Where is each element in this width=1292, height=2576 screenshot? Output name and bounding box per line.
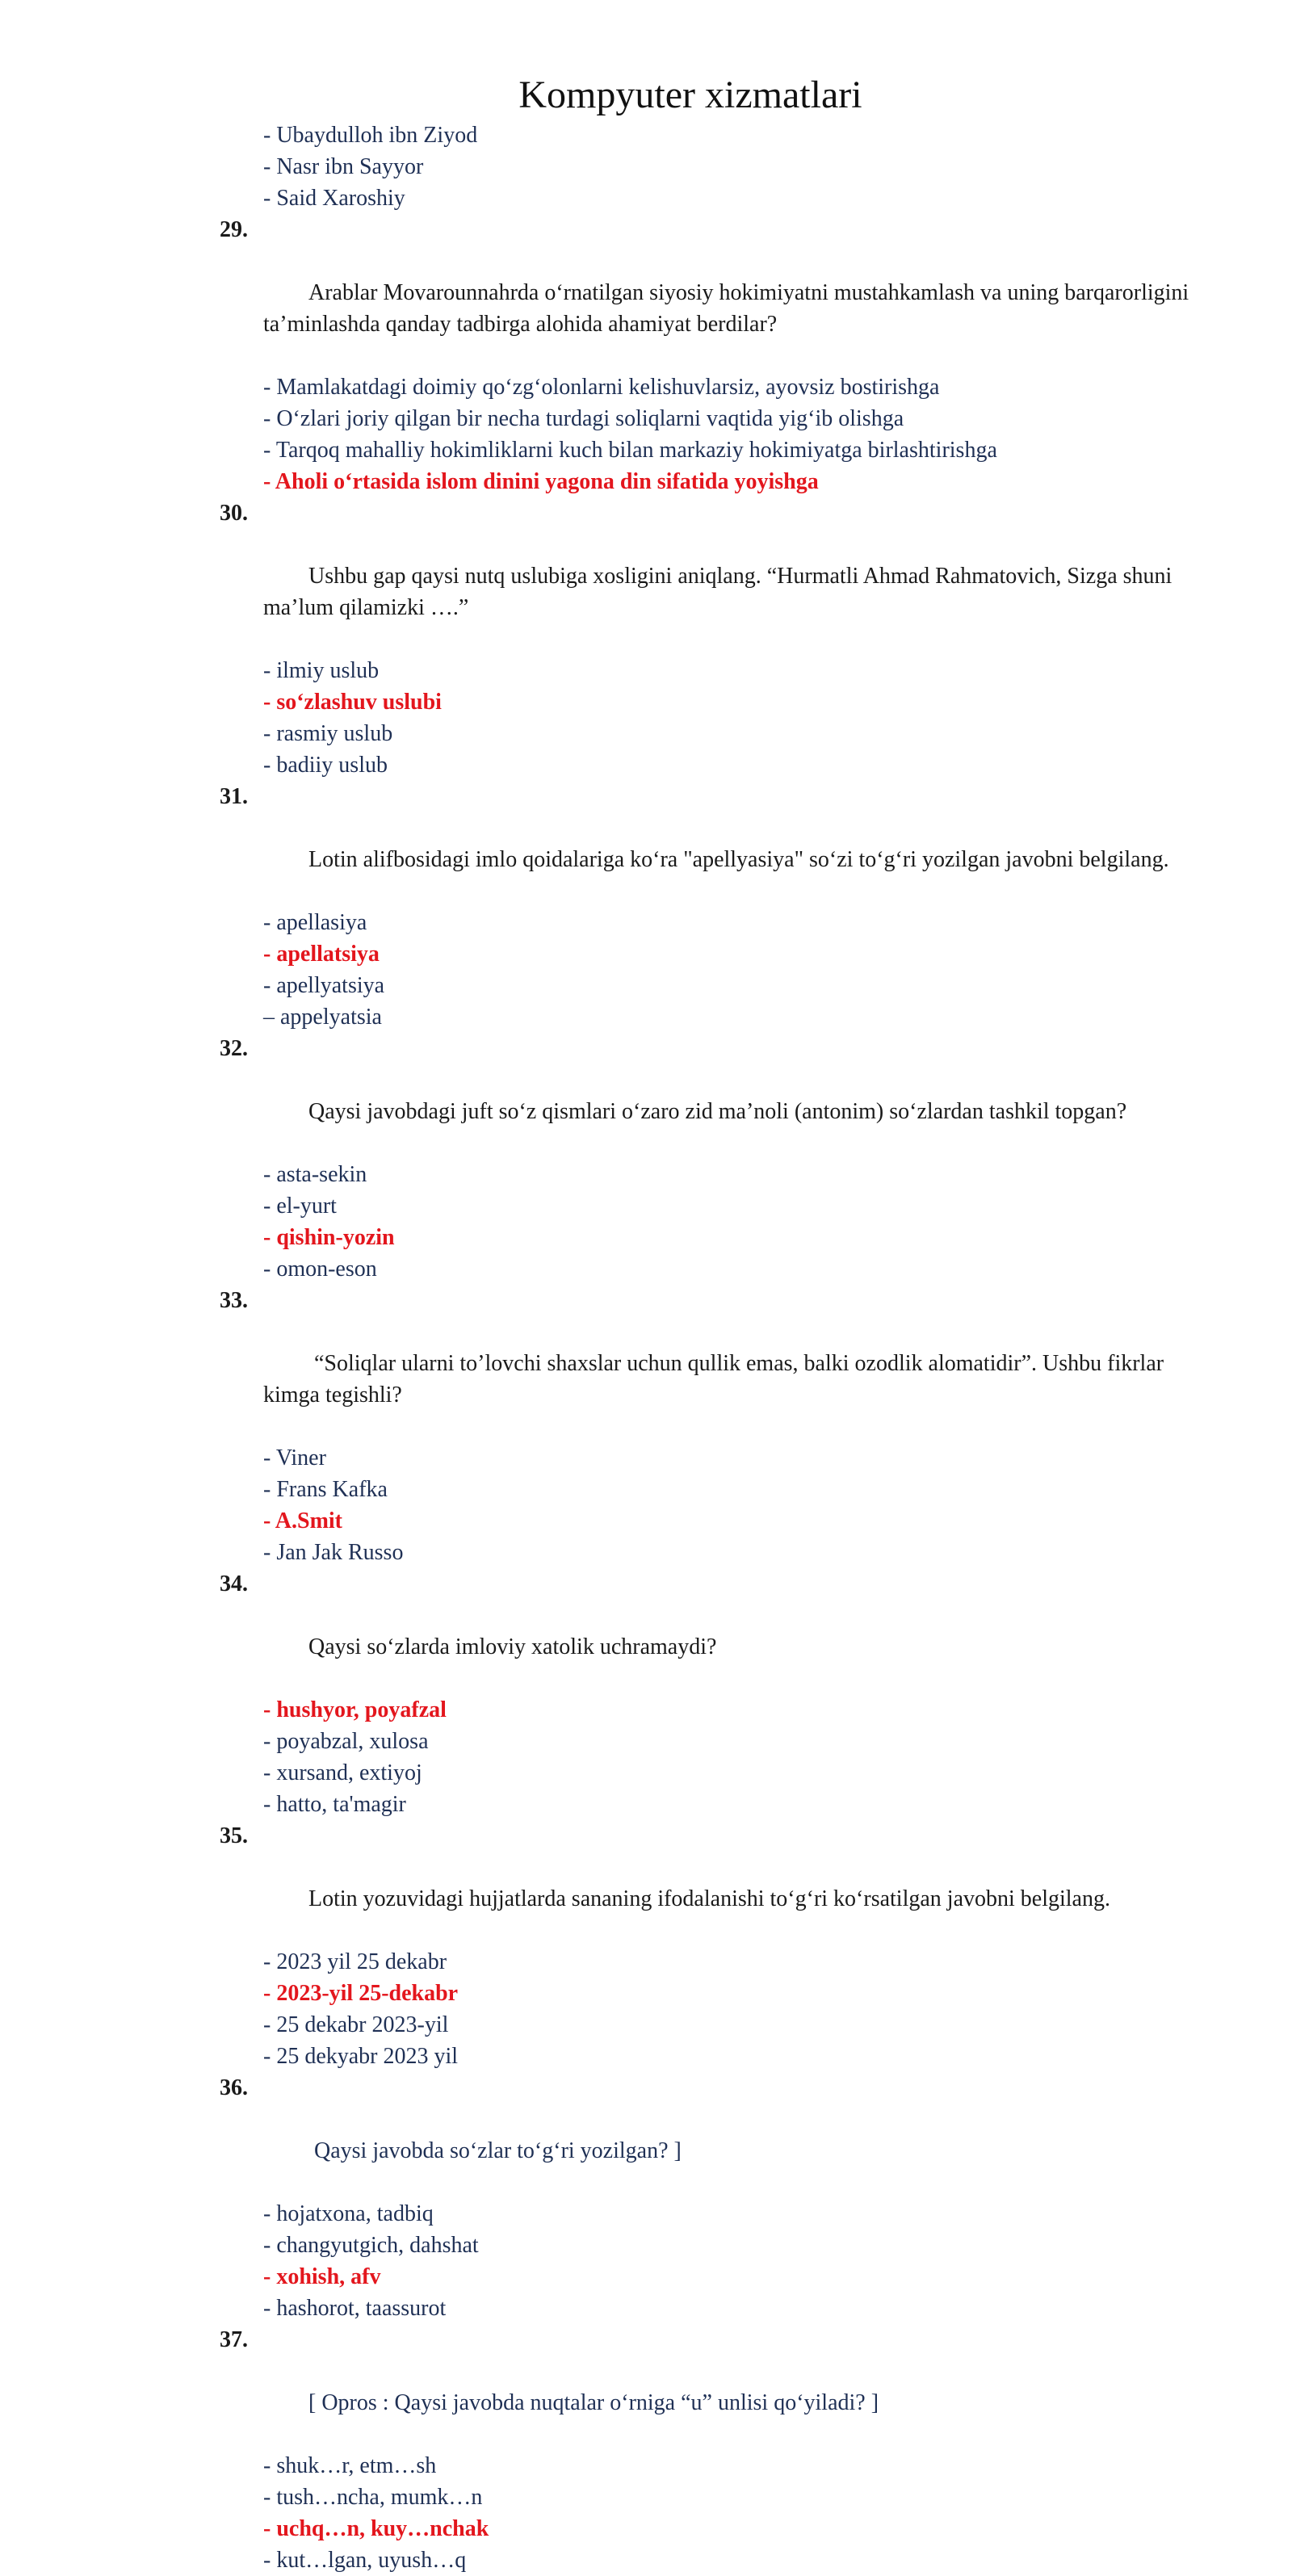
question-block xyxy=(220,214,1214,497)
answer-option: - 2023 yil 25 dekabr xyxy=(263,1949,447,1974)
question-list xyxy=(220,120,1214,2576)
question-block xyxy=(220,2324,1214,2576)
question-number: 37. xyxy=(220,2327,248,2352)
answer-option: - Ubaydulloh ibn Ziyod xyxy=(263,123,478,148)
answer-option: - el-yurt xyxy=(263,1194,337,1219)
question-text: Qaysi javobdagi juft soʻz qismlari oʻzaro zid maʼnoli (antonim) soʻzlardan tashkil topgan? xyxy=(308,1099,1127,1124)
question-number: 30. xyxy=(220,501,248,526)
question-block xyxy=(220,1820,1214,2072)
question-block xyxy=(220,497,1214,781)
answer-option: - Nasr ibn Sayyor xyxy=(263,154,424,179)
answer-option: - shuk…r, etm…sh xyxy=(263,2453,437,2478)
question xyxy=(220,1285,1214,1442)
answer-option: - 25 dekyabr 2023 yil xyxy=(263,2044,459,2069)
answer-option: - tush…ncha, mumk…n xyxy=(263,2485,483,2510)
answer-option: - kut…lgan, uyush…q xyxy=(263,2548,467,2573)
correct-answer-option: - apellatsiya xyxy=(263,942,380,967)
question xyxy=(220,497,1214,655)
question-block xyxy=(220,1033,1214,1285)
correct-answer-option: - soʻzlashuv uslubi xyxy=(263,690,442,715)
question xyxy=(220,2324,1214,2450)
correct-answer-option: - 2023-yil 25-dekabr xyxy=(263,1981,459,2006)
correct-answer-option: - hushyor, poyafzal xyxy=(263,1697,447,1722)
question-number: 35. xyxy=(220,1823,248,1848)
question xyxy=(220,1033,1214,1159)
answer-option: - Said Xaroshiy xyxy=(263,186,405,211)
answer-option: - apellyatsiya xyxy=(263,973,385,998)
answer-option: - xursand, extiyoj xyxy=(263,1760,422,1785)
question-number: 34. xyxy=(220,1571,248,1596)
answer-option: - badiiy uslub xyxy=(263,753,388,778)
question-number: 33. xyxy=(220,1288,248,1313)
correct-answer-option: - Aholi oʻrtasida islom dinini yagona din sifatida yoyishga xyxy=(263,469,819,494)
answer-option: - Viner xyxy=(263,1445,326,1471)
question-text: Ushbu gap qaysi nutq uslubiga xosligini aniqlang. “Hurmatli Ahmad Rahmatovich, Sizga shuni maʼlum qilamizki ….” xyxy=(263,564,1178,620)
question-block xyxy=(220,781,1214,1033)
question-block xyxy=(220,1568,1214,1820)
question-text: Lotin alifbosidagi imlo qoidalariga koʻra "apellyasiya" soʻzi toʻgʻri yozilgan javobni belgilang. xyxy=(308,847,1169,872)
question xyxy=(220,781,1214,907)
question-text: Lotin yozuvidagi hujjatlarda sananing ifodalanishi toʻgʻri koʻrsatilgan javobni belgilang. xyxy=(308,1886,1110,1911)
answer-option: - Mamlakatdagi doimiy qoʻzgʻolonlarni kelishuvlarsiz, ayovsiz bostirishga xyxy=(263,375,940,400)
page-title: Kompyuter xizmatlari xyxy=(518,73,862,116)
answer-option: - apellasiya xyxy=(263,910,367,935)
question-text: Qaysi soʻzlarda imloviy xatolik uchramaydi? xyxy=(308,1634,717,1659)
question-text: “Soliqlar ularni to’lovchi shaxslar uchun qullik emas, balki ozodlik alomatidir”. Ushbu fikrlar kimga tegishli? xyxy=(263,1351,1170,1408)
question xyxy=(220,214,1214,371)
answer-option: - rasmiy uslub xyxy=(263,721,393,746)
answer-option: - asta-sekin xyxy=(263,1162,367,1187)
answer-option: - Jan Jak Russo xyxy=(263,1540,404,1565)
question-block xyxy=(220,2072,1214,2324)
correct-answer-option: - qishin-yozin xyxy=(263,1225,395,1250)
question-text: Arablar Movarounnahrda oʻrnatilgan siyosiy hokimiyatni mustahkamlash va uning barqarorligini taʼminlashda qanday tadbirga alohida ahamiyat berdilar? xyxy=(263,280,1195,337)
answer-option: - hatto, ta'magir xyxy=(263,1792,406,1817)
question-text: [ Opros : Qaysi javobda nuqtalar oʻrniga “u” unlisi qoʻyiladi? ] xyxy=(308,2390,879,2415)
question-number: 32. xyxy=(220,1036,248,1061)
answer-option: - 25 dekabr 2023-yil xyxy=(263,2012,449,2037)
answer-option: - Frans Kafka xyxy=(263,1477,388,1502)
question-block xyxy=(220,1285,1214,1568)
answer-option: - changyutgich, dahshat xyxy=(263,2233,479,2258)
correct-answer-option: - A.Smit xyxy=(263,1508,342,1533)
answer-option: - ilmiy uslub xyxy=(263,658,380,683)
question-number: 31. xyxy=(220,784,248,809)
question xyxy=(220,1568,1214,1694)
correct-answer-option: - xohish, afv xyxy=(263,2264,381,2289)
answer-option: - hojatxona, tadbiq xyxy=(263,2201,434,2226)
question xyxy=(220,1820,1214,1946)
answer-option: - poyabzal, xulosa xyxy=(263,1729,429,1754)
answer-option: - Tarqoq mahalliy hokimliklarni kuch bilan markaziy hokimiyatga birlashtirishga xyxy=(263,438,997,463)
question-text: Qaysi javobda soʻzlar toʻgʻri yozilgan? ] xyxy=(308,2138,682,2163)
answer-option: - hashorot, taassurot xyxy=(263,2296,447,2321)
carry-over-options xyxy=(220,120,1214,214)
answer-option: - Oʻzlari joriy qilgan bir necha turdagi soliqlarni vaqtida yigʻib olishga xyxy=(263,406,904,431)
answer-option: - omon-eson xyxy=(263,1257,377,1282)
answer-option: – appelyatsia xyxy=(263,1005,382,1030)
correct-answer-option: - uchq…n, kuy…nchak xyxy=(263,2516,489,2541)
question xyxy=(220,2072,1214,2198)
question-number: 29. xyxy=(220,217,248,242)
question-number: 36. xyxy=(220,2075,248,2100)
